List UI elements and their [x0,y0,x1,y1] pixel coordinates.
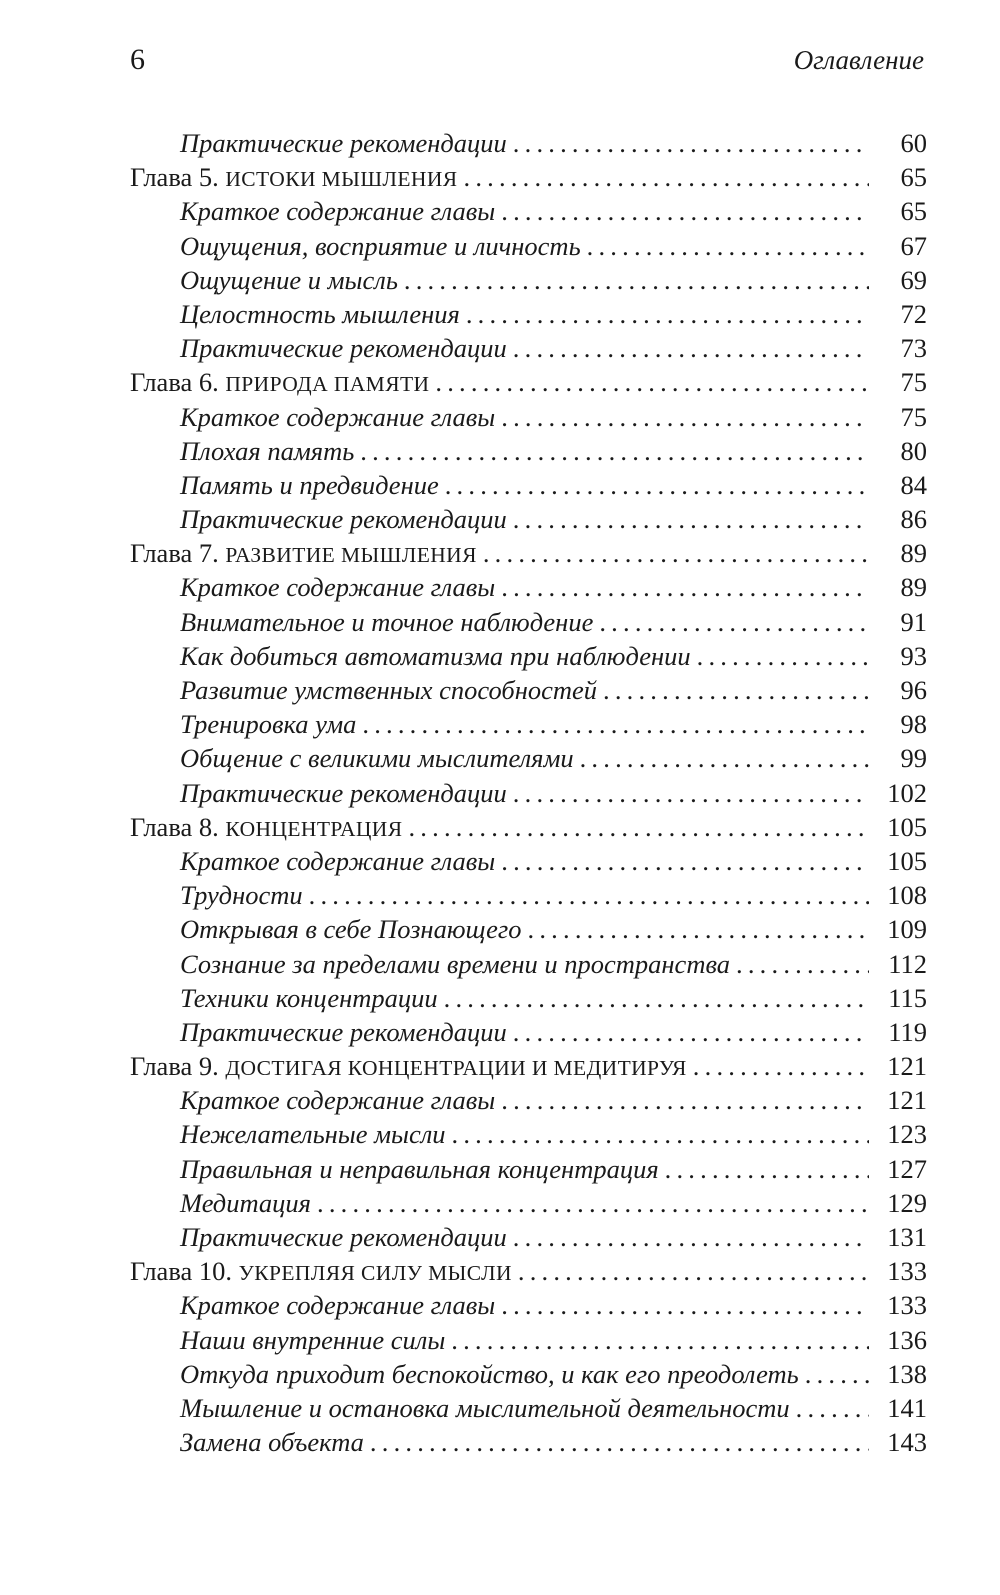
dot-leader [501,196,869,227]
running-title: Оглавление [793,45,924,75]
toc-entry-title: Внимательное и точное наблюдение [180,606,594,637]
dot-leader [451,1325,869,1356]
toc-page-number: 121 [887,1051,927,1082]
chapter-prefix: Глава 10. [130,1256,239,1287]
toc-section-entry [130,470,927,504]
dot-leader [452,1119,869,1150]
toc-page-number: 65 [900,196,927,227]
toc-page-number: 133 [887,1256,927,1287]
toc-page-number: 93 [900,640,927,671]
toc-section-entry [130,846,927,880]
toc-page-number: 112 [888,948,927,979]
dot-leader [587,231,869,262]
toc-section-entry [130,778,927,812]
dot-leader [693,1051,869,1082]
dot-leader [513,1222,869,1253]
chapter-prefix: Глава 6. [130,367,226,398]
toc-page-number: 75 [900,367,927,398]
toc-page-number: 109 [887,914,927,945]
dot-leader [805,1359,869,1390]
toc-entry-title: Практические рекомендации [180,504,507,535]
toc-section-entry [130,607,927,641]
toc-section-entry [130,128,927,162]
toc-entry-title: Краткое содержание главы [180,196,496,227]
toc-section-entry [130,231,927,265]
chapter-title: КОНЦЕНТРАЦИЯ [225,816,403,841]
toc-entry-title: Память и предвидение [180,469,439,500]
toc-page-number: 99 [900,743,927,774]
toc-page-number: 89 [900,572,927,603]
toc-page-number: 119 [888,1016,927,1047]
toc-entry-title [130,812,402,843]
toc-chapter-entry [130,162,927,196]
toc-section-entry [130,675,927,709]
dot-leader [501,1085,869,1116]
toc-section-entry [130,914,927,948]
dot-leader [360,436,869,467]
table-of-contents [130,128,927,1461]
chapter-title: РАЗВИТИЕ МЫШЛЕНИЯ [225,543,477,568]
toc-section-entry [130,299,927,333]
toc-chapter-entry [130,1256,927,1290]
toc-entry-title: Нежелательные мысли [180,1119,446,1150]
toc-page-number: 129 [887,1187,927,1218]
toc-entry-title: Наши внутренние силы [180,1324,446,1355]
dot-leader [501,402,869,433]
chapter-prefix: Глава 8. [130,811,226,842]
dot-leader [697,641,869,672]
toc-entry-title: Практические рекомендации [180,1222,507,1252]
toc-page-number: 136 [887,1324,927,1355]
toc-section-entry [130,1325,927,1359]
toc-page-number: 123 [887,1119,927,1150]
toc-page-number: 75 [900,401,927,432]
toc-page-number: 65 [900,162,927,193]
toc-entry-title: Медитация [180,1187,311,1218]
chapter-prefix: Глава 5. [130,162,226,193]
dot-leader [513,333,869,364]
toc-section-entry [130,402,927,436]
toc-page-number: 72 [900,298,927,329]
toc-section-entry [130,1188,927,1222]
dot-leader [444,983,869,1014]
toc-entry-title: Мышление и остановка мыслительной деятельности [180,1392,790,1423]
toc-entry-title: Краткое содержание главы [180,572,496,603]
toc-entry-title: Ощущение и мысль [180,264,398,295]
toc-page-number: 86 [900,504,927,535]
toc-section-entry [130,572,927,606]
dot-leader [483,538,869,569]
toc-page-number: 73 [900,333,927,364]
toc-page-number: 84 [900,469,927,500]
toc-page-number: 127 [887,1153,927,1184]
toc-page-number: 69 [900,264,927,295]
dot-leader [665,1154,869,1185]
chapter-title: ИСТОКИ МЫШЛЕНИЯ [225,167,458,192]
toc-chapter-entry [130,538,927,572]
toc-section-entry [130,949,927,983]
toc-page-number: 115 [888,982,927,1013]
toc-entry-title: Ощущения, восприятие и личность [180,230,581,261]
toc-section-entry [130,709,927,743]
toc-section-entry [130,1017,927,1051]
chapter-title: ПРИРОДА ПАМЯТИ [225,372,430,397]
toc-entry-title [130,1051,687,1082]
toc-entry-title: Краткое содержание главы [180,845,496,876]
toc-entry-title: Практические рекомендации [180,1016,507,1047]
dot-leader [513,504,869,535]
toc-page-number: 133 [887,1290,927,1321]
toc-page-number: 98 [900,709,927,740]
toc-section-entry [130,436,927,470]
dot-leader [501,572,869,603]
toc-chapter-entry [130,367,927,401]
dot-leader [370,1427,869,1458]
page-number: 6 [130,43,145,76]
dot-leader [796,1393,869,1424]
dot-leader [317,1188,869,1219]
toc-entry-title: Практические рекомендации [180,777,507,808]
dot-leader [513,1017,869,1048]
toc-section-entry [130,196,927,230]
toc-entry-title: Замена объекта [180,1427,364,1458]
toc-entry-title: Сознание за пределами времени и пространства [180,948,731,979]
toc-entry-title: Краткое содержание главы [180,1085,496,1116]
toc-page-number: 102 [887,777,927,808]
dot-leader [464,162,869,193]
chapter-title: УКРЕПЛЯЯ СИЛУ МЫСЛИ [238,1261,512,1286]
dot-leader [599,607,869,638]
toc-section-entry [130,641,927,675]
dot-leader [404,265,869,296]
toc-section-entry [130,1393,927,1427]
toc-section-entry [130,880,927,914]
dot-leader [309,880,869,911]
toc-page-number: 121 [887,1085,927,1116]
toc-entry-title: Как добиться автоматизма при наблюдении [180,640,691,671]
toc-chapter-entry [130,1051,927,1085]
toc-page-number: 67 [900,230,927,261]
toc-section-entry [130,1427,927,1461]
chapter-prefix: Глава 9. [130,1051,226,1082]
toc-section-entry [130,1290,927,1324]
toc-entry-title: Тренировка ума [180,709,357,740]
toc-section-entry [130,983,927,1017]
toc-section-entry [130,333,927,367]
toc-page-number: 96 [900,675,927,705]
toc-entry-title: Практические рекомендации [180,333,507,364]
dot-leader [513,778,869,809]
toc-chapter-entry [130,812,927,846]
dot-leader [518,1256,869,1287]
toc-section-entry [130,1359,927,1393]
toc-page-number: 143 [887,1427,927,1458]
toc-entry-title: Практические рекомендации [180,128,507,158]
dot-leader [408,812,869,843]
dot-leader [501,846,869,877]
toc-entry-title: Откуда приходит беспокойство, и как его преодолеть [180,1358,799,1389]
toc-entry-title: Целостность мышления [180,298,460,329]
toc-entry-title: Правильная и неправильная концентрация [180,1153,659,1184]
toc-section-entry [130,504,927,538]
toc-entry-title [130,538,477,569]
chapter-title: ДОСТИГАЯ КОНЦЕНТРАЦИИ И МЕДИТИРУЯ [225,1056,687,1081]
dot-leader [513,128,869,159]
toc-section-entry [130,265,927,299]
dot-leader [603,675,869,706]
toc-entry-title: Краткое содержание главы [180,401,496,432]
toc-section-entry [130,1222,927,1256]
dot-leader [466,299,869,330]
toc-entry-title [130,1256,512,1287]
dot-leader [528,914,869,945]
toc-section-entry [130,743,927,777]
toc-page-number: 91 [900,606,927,637]
toc-page-number: 141 [887,1392,927,1423]
dot-leader [445,470,869,501]
dot-leader [435,367,869,398]
dot-leader [501,1290,869,1321]
toc-page-number: 105 [887,845,927,876]
toc-page-number: 105 [887,811,927,842]
toc-page-number: 89 [900,538,927,569]
chapter-prefix: Глава 7. [130,538,226,569]
toc-page-number: 80 [900,435,927,466]
toc-entry-title [130,367,429,398]
toc-entry-title [130,162,458,193]
toc-entry-title: Техники концентрации [180,982,438,1013]
toc-entry-title: Развитие умственных способностей [180,675,597,705]
toc-entry-title: Общение с великими мыслителями [180,743,574,774]
toc-section-entry [130,1119,927,1153]
toc-entry-title: Открывая в себе Познающего [180,914,522,945]
dot-leader [362,709,869,740]
toc-page-number: 108 [887,880,927,911]
dot-leader [736,949,869,980]
dot-leader [580,743,869,774]
toc-section-entry [130,1154,927,1188]
toc-page-number: 138 [887,1358,927,1389]
toc-page-number: 60 [900,128,927,158]
toc-page-number: 131 [887,1222,927,1252]
toc-entry-title: Краткое содержание главы [180,1290,496,1321]
toc-entry-title: Плохая память [180,435,355,466]
toc-entry-title: Трудности [180,880,303,911]
toc-section-entry [130,1085,927,1119]
